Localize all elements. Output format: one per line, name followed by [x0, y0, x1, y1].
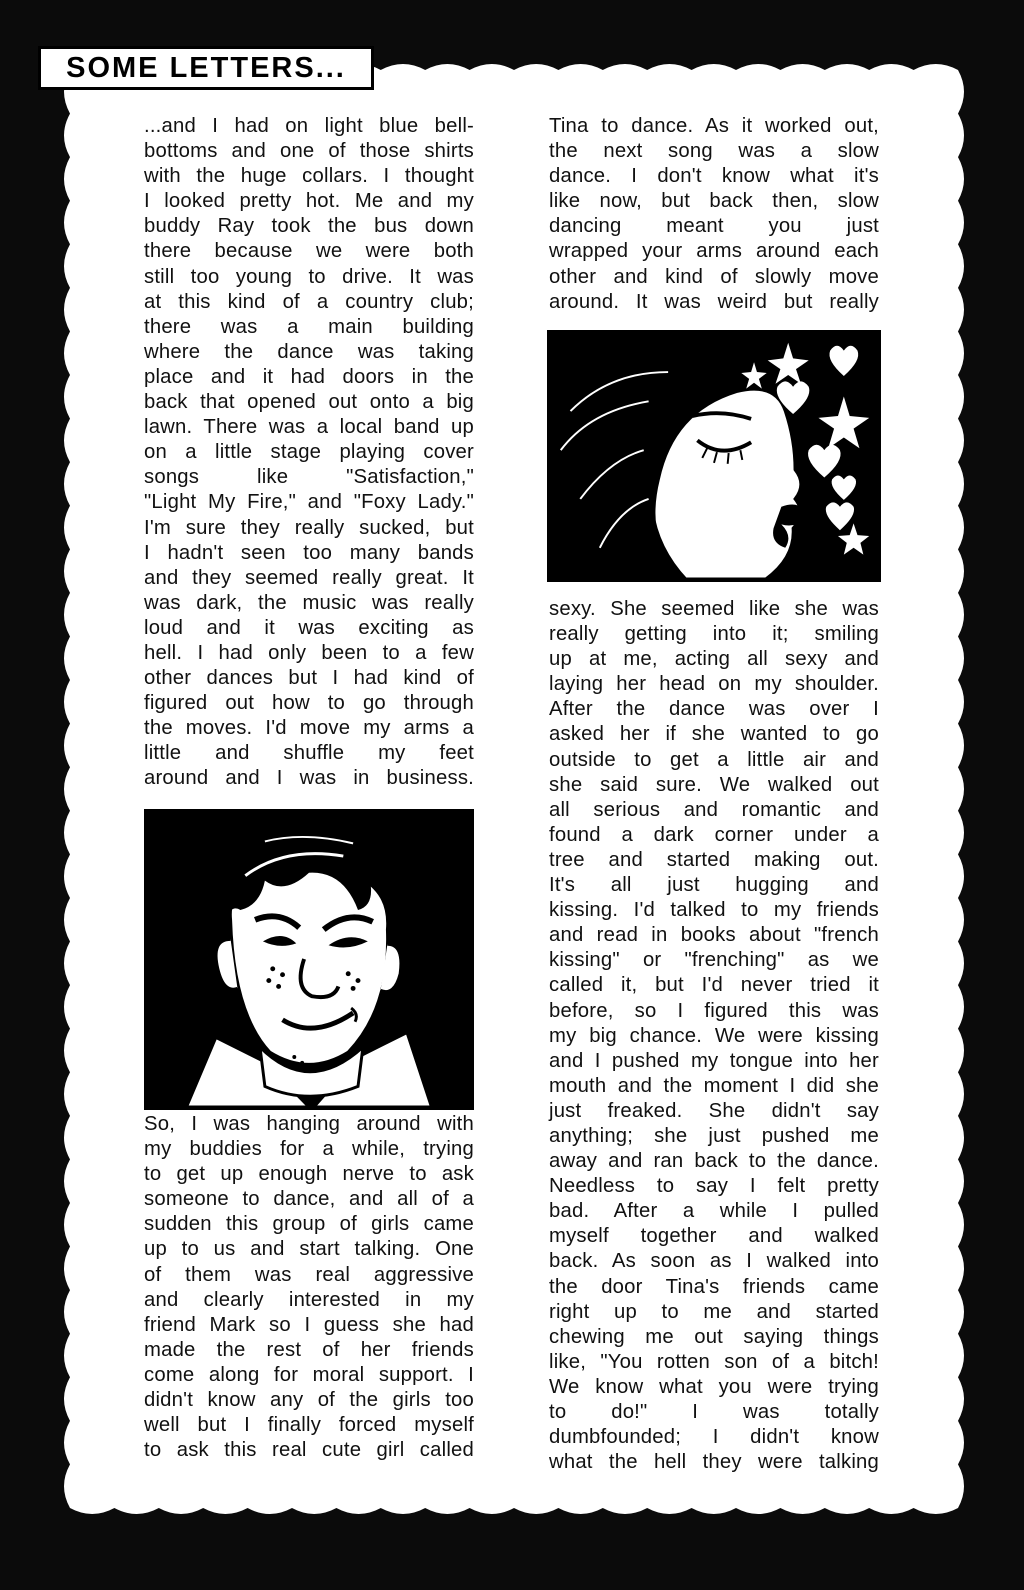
- boy-face-illustration: [147, 812, 471, 1107]
- article-column-2-top: Tina to dance. As it worked out, the next song was a slow dance. I don't know what it's like now, but back then, slow dancing meant you just wrapped your arms around each other and kind of slowly move around. It was weird but really: [549, 115, 879, 313]
- illustration-boy-panel: [144, 809, 474, 1110]
- section-title-text: SOME LETTERS...: [66, 51, 346, 84]
- article-column-2-bottom: sexy. She seemed like she was really getting into it; smiling up at me, acting all sexy and laying her head on my shoulder. After the dance was over I asked her if she wanted to go outside to get a little air and she said sure. We walked out all serious and romantic and found a dark corner under a tree and started making out. It's all just hugging and kissing. I'd talked to my friends and read in books about "french kissing" or "frenching" as we called it, but I'd never tried it before, so I figured this was my big chance. We were kissing and I pushed my tongue into her mouth and the moment I did she just freaked. She didn't say anything; she just pushed me away and ran back to the dance. Needless to say I felt pretty bad. After a while I pulled myself together and walked back. As soon as I walked into the door Tina's friends came right up to me and started chewing me out saying things like, "You rotten son of a bitch! We know what you were trying to do!" I was totally dumbfounded; I didn't know what the hell they were talking: [549, 598, 879, 1474]
- article-column-1-top: ...and I had on light blue bell- bottoms and one of those shirts with the huge collars. I thought I looked pretty hot. Me and my buddy Ray took the bus down there because we were both still too young to drive. It was at this kind of a country club; there was a main building where the dance was taking place and it had doors in the back that opened out onto a big lawn. There was a local band up on a little stage playing cover songs like "Satisfaction," "Light My Fire," and "Foxy Lady." I'm sure they really sucked, but I hadn't seen too many bands and they seemed really great. It was dark, the music was really loud and it was exciting as hell. I had only been to a few other dances but I had kind of figured out how to go through the moves. I'd move my arms a little and shuffle my feet around and I was in business.: [144, 115, 474, 790]
- section-title: [38, 46, 374, 90]
- illustration-girl-panel: [547, 330, 881, 582]
- article-column-1-bottom: So, I was hanging around with my buddies for a while, trying to get up enough nerve to ask someone to dance, and all of a sudden this group of girls came up to us and start talking. One of them was real aggressive and clearly interested in my friend Mark so I guess she had made the rest of her friends come along for moral support. I didn't know any of the girls too well but I finally forced myself to ask this real cute girl called: [144, 1113, 474, 1462]
- girl-kissing-illustration: [550, 333, 878, 579]
